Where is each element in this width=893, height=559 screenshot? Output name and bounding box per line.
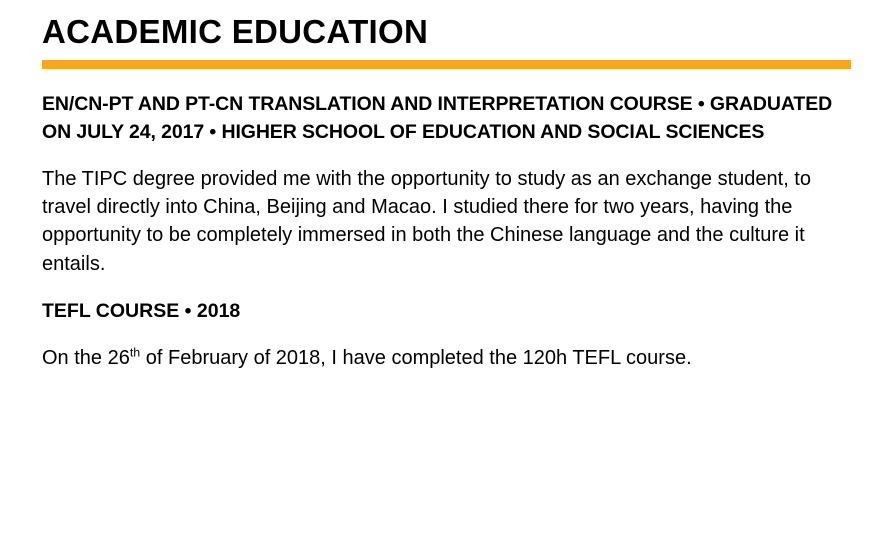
education-entry-2-text-part-2: of February of 2018, I have completed the 120h TEFL course. bbox=[140, 346, 692, 369]
education-entry-1-heading: EN/CN-PT AND PT-CN TRANSLATION AND INTERPRETATION COURSE • GRADUATED ON JULY 24, 2017 • HIGHER SCHOOL OF EDUCATION AND SOCIAL SCIENCES bbox=[42, 93, 833, 143]
education-entry-2-heading: TEFL COURSE • 2018 bbox=[42, 300, 241, 323]
ordinal-suffix: th bbox=[129, 344, 141, 359]
title-underline-rule bbox=[42, 60, 851, 69]
education-entry-2-description bbox=[42, 344, 853, 372]
education-entry-2-text-part-1: On the 26 bbox=[42, 346, 130, 369]
education-entry-1-description: The TIPC degree provided me with the opportunity to study as an exchange student, to travel directly into China, Beijing and Macao. I studied there for two years, having the opportunity to be completely immersed in both the Chinese language and the culture it entails. bbox=[42, 167, 811, 275]
page-title: ACADEMIC EDUCATION bbox=[42, 13, 429, 50]
